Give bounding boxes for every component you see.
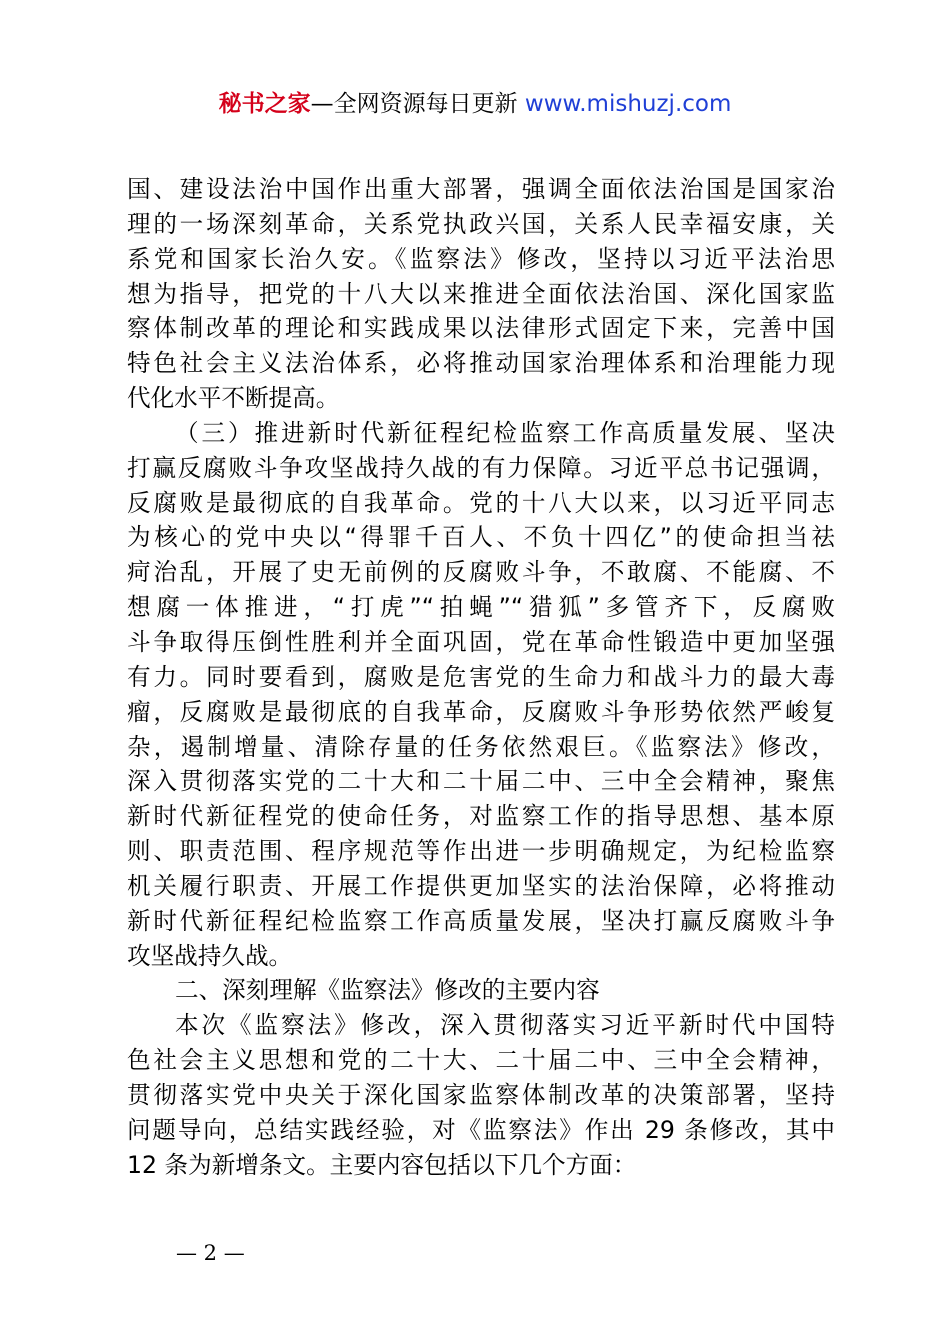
text-line: （三）推进新时代新征程纪检监察工作高质量发展、坚决 — [175, 418, 835, 447]
text-line: 机关履行职责、开展工作提供更加坚实的法治保障，必将推动 — [127, 871, 835, 900]
text-line: 理的一场深刻革命，关系党执政兴国，关系人民幸福安康，关 — [127, 209, 835, 238]
text-line: 攻坚战持久战。 — [127, 941, 293, 970]
text-line: 想腐一体推进，“打虎”“拍蝇”“猎狐”多管齐下，反腐败 — [127, 593, 835, 622]
text-line: 有力。同时要看到，腐败是危害党的生命力和战斗力的最大毒 — [127, 662, 835, 691]
text-line: 想为指导，把党的十八大以来推进全面依法治国、深化国家监 — [127, 279, 835, 308]
text-line: 国、建设法治中国作出重大部署，强调全面依法治国是国家治 — [127, 175, 835, 203]
text-line: 色社会主义思想和党的二十大、二十届二中、三中全会精神， — [127, 1046, 835, 1075]
text-line: 贯彻落实党中央关于深化国家监察体制改革的决策部署，坚持 — [127, 1080, 835, 1109]
text-line: 代化水平不断提高。 — [127, 384, 340, 413]
text-line: 问题导向，总结实践经验，对《监察法》作出 29 条修改，其中 — [127, 1115, 835, 1144]
text-line: 深入贯彻落实党的二十大和二十届二中、三中全会精神，聚焦 — [127, 767, 835, 796]
document-body — [127, 172, 835, 1182]
text-line: 特色社会主义法治体系，必将推动国家治理体系和治理能力现 — [127, 349, 835, 378]
text-line: 本次《监察法》修改，深入贯彻落实习近平新时代中国特 — [175, 1011, 835, 1040]
text-line: 新时代新征程党的使命任务，对监察工作的指导思想、基本原 — [127, 802, 835, 831]
text-line: 瘤，反腐败是最彻底的自我革命，反腐败斗争形势依然严峻复 — [127, 697, 835, 726]
site-banner — [0, 88, 950, 120]
text-line: 疴治乱，开展了史无前例的反腐败斗争，不敢腐、不能腐、不 — [127, 558, 835, 587]
banner-tagline: —全网资源每日更新 — [310, 91, 525, 117]
text-line: 为核心的党中央以“得罪千百人、不负十四亿”的使命担当祛 — [127, 523, 835, 552]
text-line: 则、职责范围、程序规范等作出进一步明确规定，为纪检监察 — [127, 837, 835, 866]
text-line: 反腐败是最彻底的自我革命。党的十八大以来，以习近平同志 — [127, 488, 835, 517]
page-number: — 2 — — [176, 1241, 245, 1265]
brand-name: 秘书之家 — [218, 91, 311, 117]
text-line: 系党和国家长治久安。《监察法》修改，坚持以习近平法治思 — [127, 244, 835, 273]
site-url-link[interactable]: www.mishuzj.com — [524, 91, 732, 117]
text-line: 新时代新征程纪检监察工作高质量发展，坚决打赢反腐败斗争 — [127, 906, 835, 935]
text-line: 12 条为新增条文。主要内容包括以下几个方面： — [127, 1150, 637, 1179]
text-line: 杂，遏制增量、清除存量的任务依然艰巨。《监察法》修改， — [127, 732, 835, 761]
text-line: 打赢反腐败斗争攻坚战持久战的有力保障。习近平总书记强调， — [127, 453, 835, 482]
text-line: 斗争取得压倒性胜利并全面巩固，党在革命性锻造中更加坚强 — [127, 627, 835, 656]
text-line: 察体制改革的理论和实践成果以法律形式固定下来，完善中国 — [127, 314, 835, 343]
text-line: 二、深刻理解《监察法》修改的主要内容 — [175, 976, 600, 1005]
